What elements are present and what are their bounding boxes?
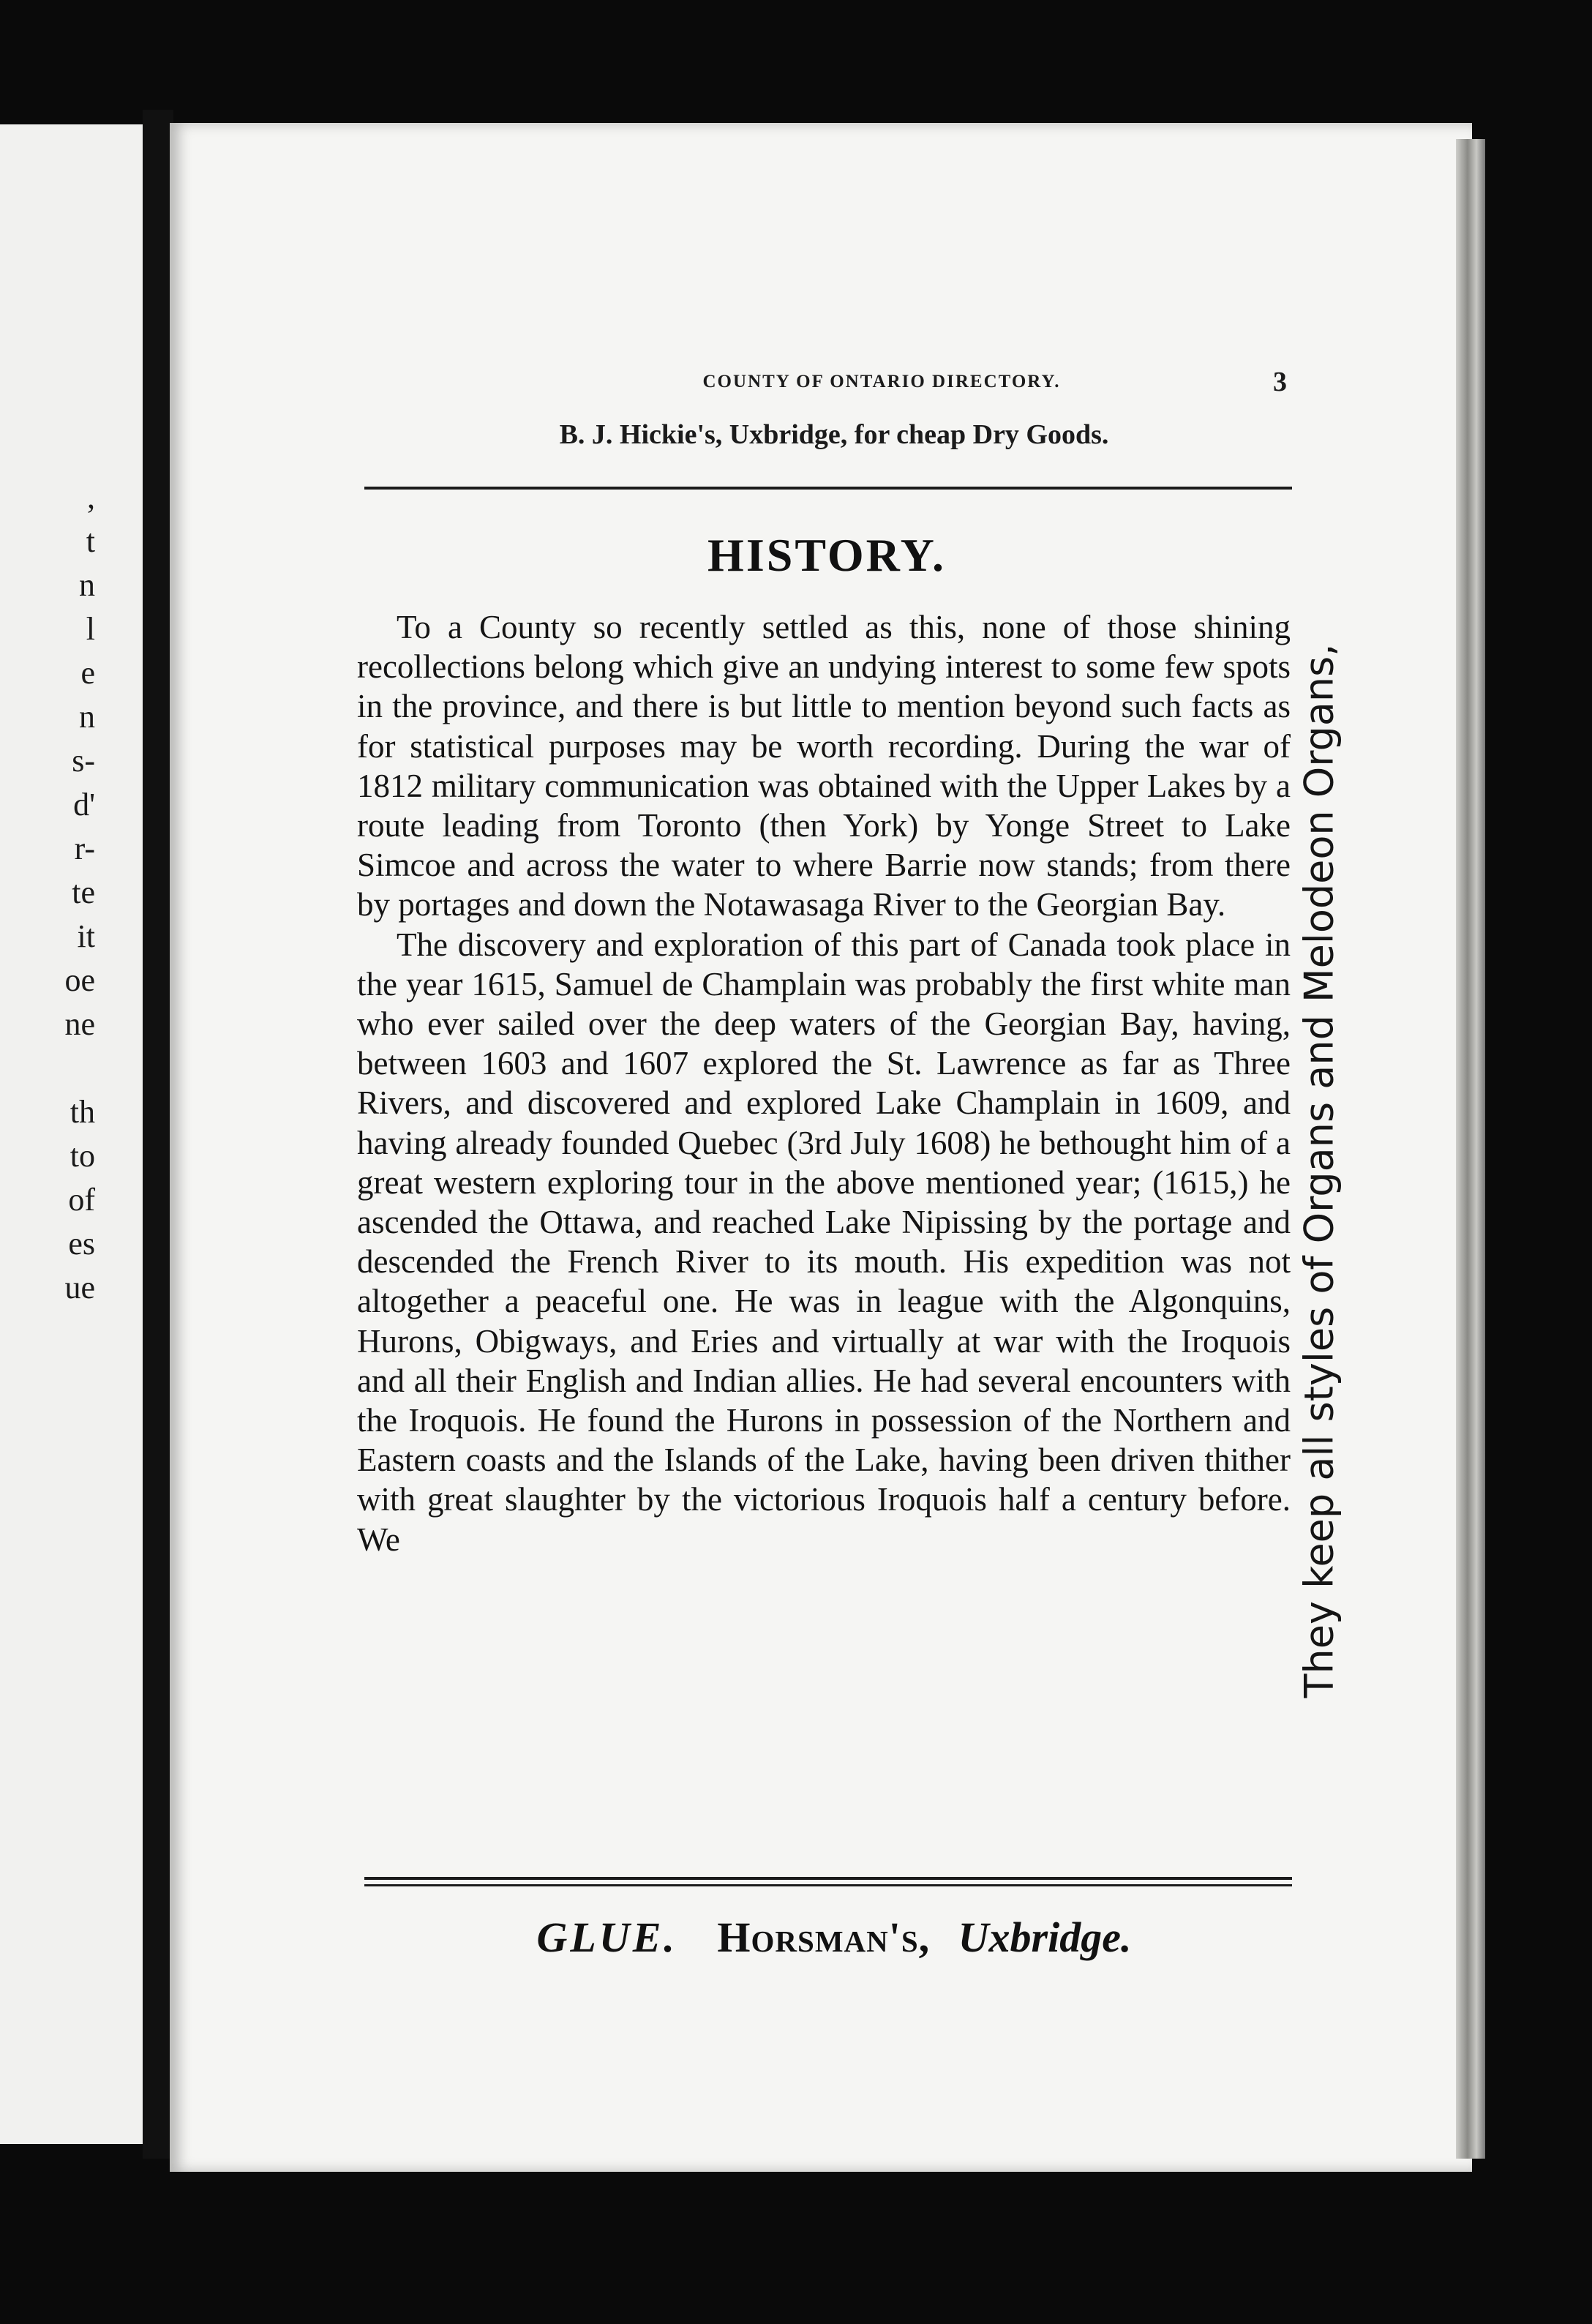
facing-page-fragment: r- (74, 831, 95, 866)
facing-page (0, 124, 146, 2144)
facing-page-fragment: , (87, 479, 95, 515)
facing-page-fragment: ue (64, 1270, 95, 1305)
facing-page-fragment: e (80, 655, 95, 691)
footer-rule-thin (364, 1884, 1292, 1886)
facing-page-fragment: th (70, 1094, 95, 1130)
facing-page-fragment: ne (64, 1006, 95, 1042)
facing-page-fragment: te (72, 874, 95, 910)
side-advertisement (1286, 541, 1352, 1800)
facing-page-fragment: t (86, 523, 95, 559)
paragraph-1: To a County so recently settled as this, none of those shining recollections belong which give an undying interest to some few spots in the province, and there is but little to mention beyond such facts as for statistical purposes may be worth recording. During the war of 1812 military communication was obtained with the Upper Lakes by a route leading from Toronto (then York) by Yonge Street to Lake Simcoe and across the water to where Barrie now stands; from there by portages and down the Notawasaga River to the Georgian Bay. (357, 609, 1291, 923)
facing-page-fragment: of (68, 1182, 95, 1218)
facing-page-fragment (0, 1046, 95, 1090)
header-rule (364, 487, 1292, 490)
top-advertisement: B. J. Hickie's, Uxbridge, for cheap Dry Goods. (559, 419, 1109, 450)
facing-page-fragment: to (70, 1138, 95, 1174)
section-title: HISTORY. (707, 529, 946, 581)
advert-product: GLUE. (536, 1913, 677, 1961)
facing-page-fragment: it (77, 918, 95, 954)
book-gutter (143, 110, 173, 2159)
advert-town: Uxbridge. (958, 1913, 1132, 1961)
page-number: 3 (1273, 367, 1287, 397)
facing-page-fragment: es (68, 1226, 95, 1262)
bottom-advertisement (366, 1913, 1302, 1962)
facing-page-fragment: l (86, 611, 95, 647)
facing-page-fragment: s- (72, 743, 95, 779)
facing-page-fragment: oe (64, 962, 95, 998)
facing-page-text-fragments (0, 432, 95, 1310)
facing-page-fragment: d' (73, 787, 95, 822)
advert-firm: Horsman's, (717, 1913, 931, 1961)
facing-page-fragment: n (79, 699, 95, 735)
running-title: COUNTY OF ONTARIO DIRECTORY. (702, 372, 1061, 391)
history-body (357, 607, 1291, 1559)
facing-page-fragment (0, 432, 95, 476)
page-edges (1456, 139, 1485, 2159)
facing-page-fragment: n (79, 567, 95, 603)
side-advertisement-text: They keep all styles of Organs and Melodeon Organs, (1296, 643, 1343, 1698)
footer-rule (364, 1877, 1292, 1880)
paragraph-2: The discovery and exploration of this part of Canada took place in the year 1615, Samuel de Champlain was probably the first white man who ever sailed over the deep waters of the Georgian Bay, having, between 1603 and 1607 explored the St. Lawrence as far as Three Rivers, and discovered and explored Lake Champlain in 1609, and having already founded Quebec (3rd July 1608) he bethought him of a great western exploring tour in the above mentioned year; (1615,) he ascended the Ottawa, and reached Lake Nipissing by the portage and descended the French River to its mouth. His expedition was not altogether a peaceful one. He was in league with the Algonquins, Hurons, Obigways, and Eries and virtually at war with the Iroquois and all their English and Indian allies. He had several encounters with the Iroquois. He found the Hurons in possession of the Northern and Eastern coasts and the Islands of the Lake, having been driven thither with great slaughter by the victorious Iroquois half a century before. We (357, 926, 1291, 1558)
